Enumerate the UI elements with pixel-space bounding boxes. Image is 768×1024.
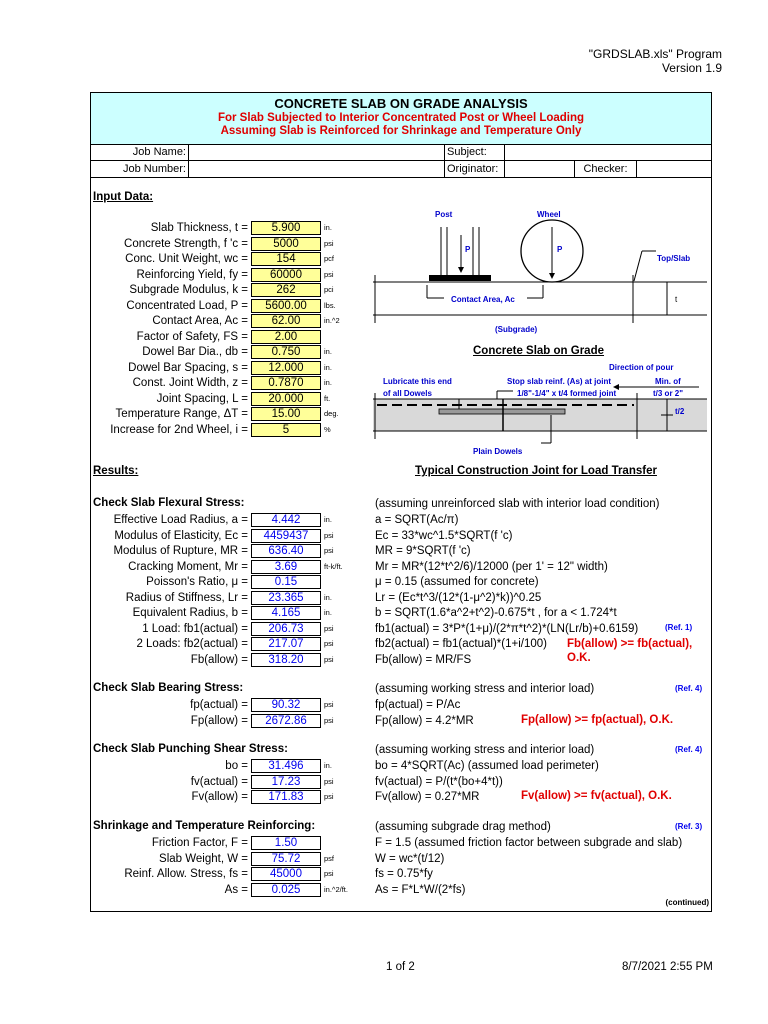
row-value: 636.40 (251, 544, 321, 558)
originator-field[interactable] (505, 161, 575, 177)
shrinkage-ref: (Ref. 3) (675, 822, 703, 831)
row-formula: fb1(actual) = 3*P*(1+μ)/(2*π*t^2)*(LN(Lr/b)+0.6159) (375, 622, 639, 635)
top-slab-label: Top/Slab (657, 254, 691, 263)
punching-ok: Fv(allow) >= fv(actual), O.K. (521, 790, 672, 802)
bearing-ref: (Ref. 4) (675, 684, 703, 693)
print-date: 8/7/2021 2:55 PM (622, 961, 713, 973)
flexural-heading: Check Slab Flexural Stress: (93, 497, 245, 509)
row-formula: Fb(allow) = MR/FS (375, 653, 472, 666)
row-unit: in. (324, 592, 332, 602)
row-unit: psi (324, 700, 334, 709)
row-value[interactable]: 262 (251, 283, 321, 297)
row-value[interactable]: 5 (251, 423, 321, 437)
row-unit: in. (324, 362, 332, 372)
row-value[interactable]: 2.00 (251, 330, 321, 344)
row-formula: As = F*L*W/(2*fs) (375, 883, 466, 896)
title-box (91, 93, 711, 145)
row-label: 1 Load: fb1(actual) = (142, 622, 248, 635)
continued-note: (continued) (665, 898, 709, 907)
bearing-note: (assuming working stress and interior load) (375, 683, 595, 695)
row-value: 1.50 (251, 836, 321, 850)
row-value[interactable]: 154 (251, 252, 321, 266)
row-label: Poisson's Ratio, μ = (146, 576, 248, 588)
row-unit: psi (324, 623, 334, 633)
row-label: Reinf. Allow. Stress, fs = (124, 868, 248, 880)
job-row-1 (91, 144, 711, 161)
formed-joint-label: 1/8"-1/4" x t/4 formed joint (517, 389, 617, 398)
row-unit: lbs. (324, 300, 336, 310)
row-label: Contact Area, Ac = (152, 315, 248, 327)
row-unit: ft. (324, 393, 331, 403)
wheel-load-label: P (557, 245, 563, 254)
min-of-label: Min. of (655, 377, 681, 386)
wheel-label: Wheel (537, 210, 561, 219)
row-value: 45000 (251, 867, 321, 881)
row-unit: in.^2 (324, 316, 340, 325)
checker-label: Checker: (575, 161, 637, 177)
thickness-label: t (675, 295, 678, 304)
row-label: Dowel Bar Spacing, s = (128, 361, 248, 374)
row-value[interactable]: 0.750 (251, 345, 321, 359)
row-value: 2672.86 (251, 714, 321, 728)
post-label: Post (435, 210, 453, 219)
row-label: fp(actual) = (190, 699, 248, 711)
row-label: Modulus of Rupture, MR = (113, 545, 248, 557)
row-value: 171.83 (251, 790, 321, 804)
subgrade-label: (Subgrade) (495, 325, 538, 334)
row-unit: pci (324, 285, 334, 294)
row-label: Modulus of Elasticity, Ec = (114, 529, 248, 542)
contact-area-label: Contact Area, Ac (451, 295, 515, 304)
row-unit: psi (324, 776, 334, 786)
job-name-field[interactable] (189, 144, 445, 160)
flexural-note: (assuming unreinforced slab with interior load condition) (375, 498, 660, 510)
row-value[interactable]: 62.00 (251, 314, 321, 328)
row-label: As = (224, 883, 248, 896)
row-value: 4.442 (251, 513, 321, 527)
row-label: Concrete Strength, f 'c = (124, 237, 248, 250)
pour-direction-label: Direction of pour (609, 363, 674, 372)
row-value[interactable]: 20.000 (251, 392, 321, 406)
row-label: Fv(allow) = (191, 791, 248, 803)
job-number-field[interactable] (189, 161, 445, 177)
row-label: Effective Load Radius, a = (113, 514, 248, 526)
stop-reinf-label: Stop slab reinf. (As) at joint (507, 377, 612, 386)
row-label: bo = (225, 760, 248, 772)
row-formula: Ec = 33*wc^1.5*SQRT(f 'c) (375, 529, 513, 542)
row-formula: bo = 4*SQRT(Ac) (assumed load perimeter) (375, 760, 599, 772)
worksheet-frame (90, 92, 712, 912)
flexural-ref: (Ref. 1) (665, 623, 693, 632)
row-unit: psi (324, 269, 334, 279)
originator-label: Originator: (445, 161, 505, 177)
punching-note: (assuming working stress and interior load) (375, 744, 595, 756)
title-main: CONCRETE SLAB ON GRADE ANALYSIS (274, 96, 528, 111)
bearing-ok: Fp(allow) >= fp(actual), O.K. (521, 714, 674, 726)
diagram-caption-2: Typical Construction Joint for Load Transfer (415, 465, 657, 477)
row-formula: b = SQRT(1.6*a^2+t^2)-0.675*t , for a < 1.724*t (375, 607, 617, 619)
row-unit: psi (324, 869, 334, 878)
row-label: Slab Weight, W = (159, 852, 248, 865)
row-unit: psi (324, 639, 334, 648)
row-formula: MR = 9*SQRT(f 'c) (375, 545, 471, 557)
row-value: 75.72 (251, 852, 321, 866)
row-unit: psi (324, 715, 334, 725)
checker-field[interactable] (637, 161, 711, 177)
row-label: Reinforcing Yield, fy = (136, 268, 248, 281)
row-unit: psi (324, 792, 334, 801)
row-value: 0.025 (251, 883, 321, 897)
row-unit: in. (324, 223, 332, 232)
row-label: fv(actual) = (190, 775, 248, 788)
subject-field[interactable] (505, 144, 711, 160)
punching-ref: (Ref. 4) (675, 745, 703, 754)
row-unit: in. (324, 761, 332, 770)
row-value[interactable]: 60000 (251, 268, 321, 282)
lubricate-label-2: of all Dowels (383, 389, 432, 398)
row-value: 4459437 (251, 529, 321, 543)
job-row-2 (91, 161, 711, 178)
row-label: Factor of Safety, FS = (136, 330, 248, 343)
row-unit: psi (324, 238, 334, 248)
row-value: 217.07 (251, 637, 321, 651)
row-value[interactable]: 5600.00 (251, 299, 321, 313)
row-unit: psi (324, 654, 334, 664)
row-label: Temperature Range, ΔT = (115, 408, 248, 420)
row-label: Fb(allow) = (190, 653, 248, 666)
row-unit: in. (324, 378, 332, 387)
job-number-label: Job Number: (91, 161, 189, 177)
min-of-value-label: t/3 or 2" (653, 389, 684, 398)
row-formula: fs = 0.75*fy (375, 868, 433, 880)
row-value[interactable]: 5000 (251, 237, 321, 251)
row-unit: in.^2/ft. (324, 884, 348, 894)
row-formula: Fv(allow) = 0.27*MR (375, 791, 480, 803)
row-label: Concentrated Load, P = (126, 299, 248, 312)
row-value: 206.73 (251, 622, 321, 636)
row-unit: psf (324, 853, 335, 863)
bearing-heading: Check Slab Bearing Stress: (93, 682, 244, 694)
row-value: 0.15 (251, 575, 321, 589)
shrinkage-heading: Shrinkage and Temperature Reinforcing: (93, 820, 316, 832)
row-value[interactable]: 15.00 (251, 407, 321, 421)
row-label: Dowel Bar Dia., db = (142, 346, 248, 358)
row-unit: pcf (324, 254, 335, 263)
post-load-label: P (465, 245, 471, 254)
input-heading: Input Data: (93, 191, 154, 203)
slab-diagram (369, 205, 709, 355)
row-label: Conc. Unit Weight, wc = (125, 253, 248, 265)
program-version: Version 1.9 (661, 61, 722, 75)
row-unit: deg. (324, 409, 339, 418)
row-value: 90.32 (251, 698, 321, 712)
row-value[interactable]: 5.900 (251, 221, 321, 235)
row-formula: Mr = MR*(12*t^2/6)/12000 (per 1' = 12" width) (375, 560, 608, 573)
row-label: Fp(allow) = (190, 714, 248, 727)
row-label: Joint Spacing, L = (156, 392, 248, 405)
row-formula: F = 1.5 (assumed friction factor between subgrade and slab) (375, 837, 683, 849)
row-value: 318.20 (251, 653, 321, 667)
results-heading: Results: (93, 465, 139, 477)
row-label: 2 Loads: fb2(actual) = (136, 638, 248, 650)
flexural-ok: Fb(allow) >= fb(actual), O.K. (567, 638, 693, 664)
diagram-caption-1: Concrete Slab on Grade (473, 345, 605, 357)
row-value: 17.23 (251, 775, 321, 789)
row-label: Increase for 2nd Wheel, i = (110, 423, 248, 436)
row-label: Cracking Moment, Mr = (128, 560, 248, 573)
title-sub2: Assuming Slab is Reinforced for Shrinkage and Temperature Only (220, 125, 582, 137)
row-label: Const. Joint Width, z = (132, 377, 248, 389)
row-unit: ft-k/ft. (324, 561, 343, 571)
row-unit: in. (324, 608, 332, 617)
row-unit: psi (324, 546, 334, 555)
row-formula: μ = 0.15 (assumed for concrete) (375, 576, 539, 588)
row-value: 4.165 (251, 606, 321, 620)
row-value: 31.496 (251, 759, 321, 773)
row-formula: fb2(actual) = fb1(actual)*(1+i/100) (375, 638, 547, 650)
row-formula: a = SQRT(Ac/π) (375, 514, 459, 526)
punching-heading: Check Slab Punching Shear Stress: (93, 743, 288, 755)
row-unit: psi (324, 530, 334, 540)
page-number: 1 of 2 (386, 961, 415, 973)
row-formula: fp(actual) = P/Ac (375, 699, 461, 711)
title-sub1: For Slab Subjected to Interior Concentrated Post or Wheel Loading (217, 112, 585, 124)
row-formula: Fp(allow) = 4.2*MR (375, 714, 474, 727)
row-value[interactable]: 0.7870 (251, 376, 321, 390)
lubricate-label-1: Lubricate this end (383, 377, 452, 386)
row-unit: in. (324, 515, 332, 524)
row-label: Friction Factor, F = (151, 837, 248, 849)
row-value[interactable]: 12.000 (251, 361, 321, 375)
row-formula: Lr = (Ec*t^3/(12*(1-μ^2)*k))^0.25 (375, 591, 542, 604)
row-label: Radius of Stiffness, Lr = (125, 591, 248, 604)
row-label: Slab Thickness, t = (150, 222, 248, 234)
row-label: Subgrade Modulus, k = (129, 284, 248, 296)
shrinkage-note: (assuming subgrade drag method) (375, 821, 551, 833)
row-label: Equivalent Radius, b = (132, 607, 248, 619)
row-unit: % (324, 424, 331, 434)
program-name: "GRDSLAB.xls" Program (588, 47, 722, 61)
half-thickness-label: t/2 (675, 407, 685, 416)
row-formula: W = wc*(t/12) (375, 852, 445, 865)
row-value: 3.69 (251, 560, 321, 574)
plain-dowels-label: Plain Dowels (473, 447, 523, 456)
job-name-label: Job Name: (91, 144, 189, 160)
row-value: 23.365 (251, 591, 321, 605)
row-formula: fv(actual) = P/(t*(bo+4*t)) (375, 775, 503, 788)
row-unit: in. (324, 347, 332, 356)
subject-label: Subject: (445, 144, 505, 160)
